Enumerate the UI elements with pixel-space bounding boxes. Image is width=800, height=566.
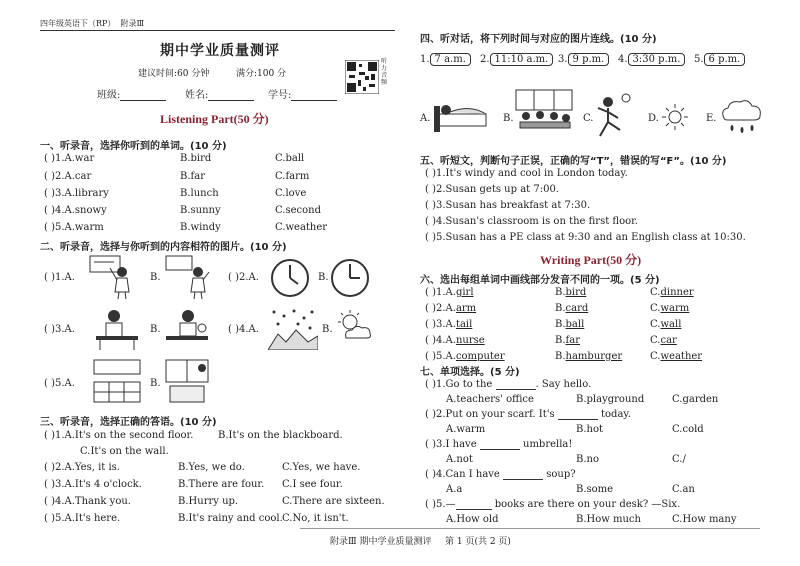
s3-row: ( )1.A.It's on the second floor. (44, 430, 194, 441)
s3-opt: B.It's on the blackboard. (218, 430, 343, 441)
s1-opt: B.sunny (180, 205, 221, 216)
student-desk-picture (162, 306, 212, 350)
s1-opt: B.windy (180, 222, 221, 233)
s3-opt: C.I see four. (282, 479, 343, 490)
s3-row: ( )4.A.Thank you. (44, 496, 131, 507)
qr-label: 听力音频 (381, 58, 388, 86)
teacher-board-picture-b (162, 254, 212, 300)
time-box: 6 p.m. (704, 53, 746, 66)
s2-label: B. (318, 272, 329, 283)
s1-row: ( )3.A.library (44, 188, 109, 199)
header-tag: 四年级英语下（RP） 附录Ⅲ (40, 19, 145, 28)
clock-icon (270, 258, 310, 298)
s7-stem: ( )3.I have umbrella! (425, 439, 573, 450)
rain-cloud-icon (716, 96, 764, 136)
s7-opt: B.hot (576, 424, 604, 435)
s6-opt: B.bird (555, 287, 587, 298)
s7-stem: ( )2.Put on your scarf. It's today. (425, 409, 631, 420)
time-box: 11:10 a.m. (490, 53, 554, 66)
s7-opt: B.some (576, 484, 614, 495)
s5-row: ( )3.Susan has breakfast at 7:30. (425, 200, 591, 211)
s1-row: ( )5.A.warm (44, 222, 104, 233)
time-item-2: 2. 11:10 a.m. (480, 54, 553, 65)
s3-row: ( )3.A.It's 4 o'clock. (44, 479, 142, 490)
s1-opt: B.far (180, 171, 205, 182)
s7-opt: C.an (672, 484, 695, 495)
s3-opt: C.Yes, we have. (282, 462, 361, 473)
s1-opt: C.weather (275, 222, 328, 233)
time-item-4: 4. 3:30 p.m. (618, 54, 685, 65)
s6-row: ( )1.A.girl (425, 287, 474, 298)
s7-opt: C.How many (672, 514, 737, 525)
s2-label: ( )5.A. (44, 378, 75, 389)
s6-opt: C.weather (650, 351, 703, 362)
listening-part-title: Listening Part(50 分) (160, 112, 269, 126)
s1-opt: C.second (275, 205, 321, 216)
s5-row: ( )4.Susan's classroom is on the first floor. (425, 216, 638, 227)
s1-opt: C.ball (275, 153, 305, 164)
s6-opt: B.card (555, 303, 589, 314)
s3-opt: B.Yes, we do. (178, 462, 245, 473)
clock-icon (330, 258, 370, 298)
s4-pic-label: C. (583, 113, 594, 124)
s2-label: ( )2.A. (228, 272, 259, 283)
s2-label: B. (150, 324, 161, 335)
s1-opt: C.love (275, 188, 307, 199)
header-rule (40, 30, 395, 31)
s7-opt: C.garden (672, 394, 719, 405)
window-room-picture (162, 358, 212, 404)
suggested-time: 建议时间:60 分钟 (138, 69, 210, 79)
s6-opt: C.wall (650, 319, 682, 330)
page-title: 期中学业质量测评 (160, 43, 280, 59)
time-item-5: 5. 6 p.m. (694, 54, 745, 65)
teacher-blackboard-picture-a (86, 254, 136, 300)
s5-row: ( )5.Susan has a PE class at 9:30 and an English class at 10:30. (425, 232, 746, 243)
time-item-1: 1. 7 a.m. (420, 54, 471, 65)
s5-row: ( )1.It's windy and cool in London today. (425, 168, 628, 179)
footer-rule (300, 528, 760, 529)
section-2-title: 二、听录音，选择与你听到的内容相符的图片。(10 分) (40, 242, 287, 253)
writing-part-title: Writing Part(50 分) (540, 253, 642, 267)
section-1-title: 一、听录音，选择你听到的单词。(10 分) (40, 141, 227, 152)
s7-opt: A.How old (446, 514, 499, 525)
name-field[interactable]: 姓名: (185, 86, 254, 101)
student-reading-picture (92, 306, 142, 350)
time-box: 7 a.m. (430, 53, 471, 66)
s7-opt: A.not (446, 454, 473, 465)
s6-opt: C.dinner (650, 287, 694, 298)
s6-opt: B.far (555, 335, 580, 346)
s4-pic-label: D. (648, 113, 659, 124)
bed-sleeping-icon (430, 94, 490, 136)
section-7-title: 七、单项选择。(5 分) (420, 367, 520, 378)
s6-row: ( )3.A.tail (425, 319, 473, 330)
s2-label: B. (150, 272, 161, 283)
section-4-title: 四、听对话，将下列时间与对应的图片连线。(10 分) (420, 34, 657, 45)
s1-opt: B.bird (180, 153, 212, 164)
s1-opt: B.lunch (180, 188, 219, 199)
s3-opt: B.There are four. (178, 479, 265, 490)
class-field[interactable]: 班级: (97, 86, 166, 101)
time-box: 3:30 p.m. (628, 53, 686, 66)
s3-row: ( )2.A.Yes, it is. (44, 462, 120, 473)
s1-row: ( )1.A.war (44, 153, 95, 164)
s7-stem: ( )1.Go to the . Say hello. (425, 379, 592, 390)
boy-football-icon (590, 92, 634, 140)
section-5-title: 五、听短文，判断句子正误，正确的写“T”，错误的写“F”。(10 分) (420, 156, 727, 167)
s6-opt: C.warm (650, 303, 690, 314)
time-box: 9 p.m. (568, 53, 610, 66)
number-field[interactable]: 学号: (268, 86, 337, 101)
s7-stem: ( )4.Can I have soup? (425, 469, 576, 480)
footer-title: 附录Ⅲ 期中学业质量测评 (330, 537, 432, 547)
s3-opt: C.There are sixteen. (282, 496, 385, 507)
s1-row: ( )2.A.car (44, 171, 92, 182)
s4-pic-label: B. (503, 113, 514, 124)
s7-opt: A.warm (446, 424, 486, 435)
qr-code-icon[interactable] (345, 60, 379, 94)
s3-opt: C.It's on the wall. (80, 446, 169, 457)
s1-row: ( )4.A.snowy (44, 205, 107, 216)
s6-row: ( )2.A.arm (425, 303, 477, 314)
s3-row: ( )5.A.It's here. (44, 513, 121, 524)
s7-opt: B.no (576, 454, 599, 465)
s2-label: B. (322, 324, 333, 335)
s7-opt: A.a (446, 484, 463, 495)
s1-opt: C.farm (275, 171, 310, 182)
time-item-3: 3. 9 p.m. (558, 54, 609, 65)
s4-pic-label: E. (706, 113, 717, 124)
s3-opt: B.It's rainy and cool. (178, 513, 283, 524)
s6-opt: B.hamburger (555, 351, 623, 362)
s2-label: ( )3.A. (44, 324, 75, 335)
page-number: 第 1 页(共 2 页) (445, 537, 511, 547)
s7-opt: C.cold (672, 424, 704, 435)
section-6-title: 六、选出每组单词中画线部分发音不同的一项。(5 分) (420, 275, 660, 286)
s7-opt: B.playground (576, 394, 645, 405)
s4-pic-label: A. (420, 113, 431, 124)
s6-row: ( )4.A.nurse (425, 335, 485, 346)
s7-opt: A.teachers' office (446, 394, 534, 405)
full-score: 满分:100 分 (236, 69, 287, 79)
s5-row: ( )2.Susan gets up at 7:00. (425, 184, 559, 195)
s2-label: ( )1.A. (44, 272, 75, 283)
s7-opt: C./ (672, 454, 686, 465)
sun-cloud-icon (334, 308, 374, 344)
s6-row: ( )5.A.computer (425, 351, 505, 362)
kitchen-picture (92, 358, 142, 404)
snowy-scene-icon (268, 306, 318, 350)
s3-opt: C.No, it isn't. (282, 513, 349, 524)
s7-stem: ( )5.— books are there on your desk? —Six. (425, 499, 681, 510)
s2-label: B. (150, 378, 161, 389)
s7-opt: B.How much (576, 514, 641, 525)
sun-icon (660, 102, 690, 132)
s3-opt: B.Hurry up. (178, 496, 239, 507)
s6-opt: C.car (650, 335, 677, 346)
section-3-title: 三、听录音，选择正确的答语。(10 分) (40, 417, 217, 428)
header-appendix: 附录Ⅲ (120, 19, 145, 28)
s6-opt: B.ball (555, 319, 585, 330)
family-dinner-icon (514, 88, 574, 138)
s2-label: ( )4.A. (228, 324, 259, 335)
